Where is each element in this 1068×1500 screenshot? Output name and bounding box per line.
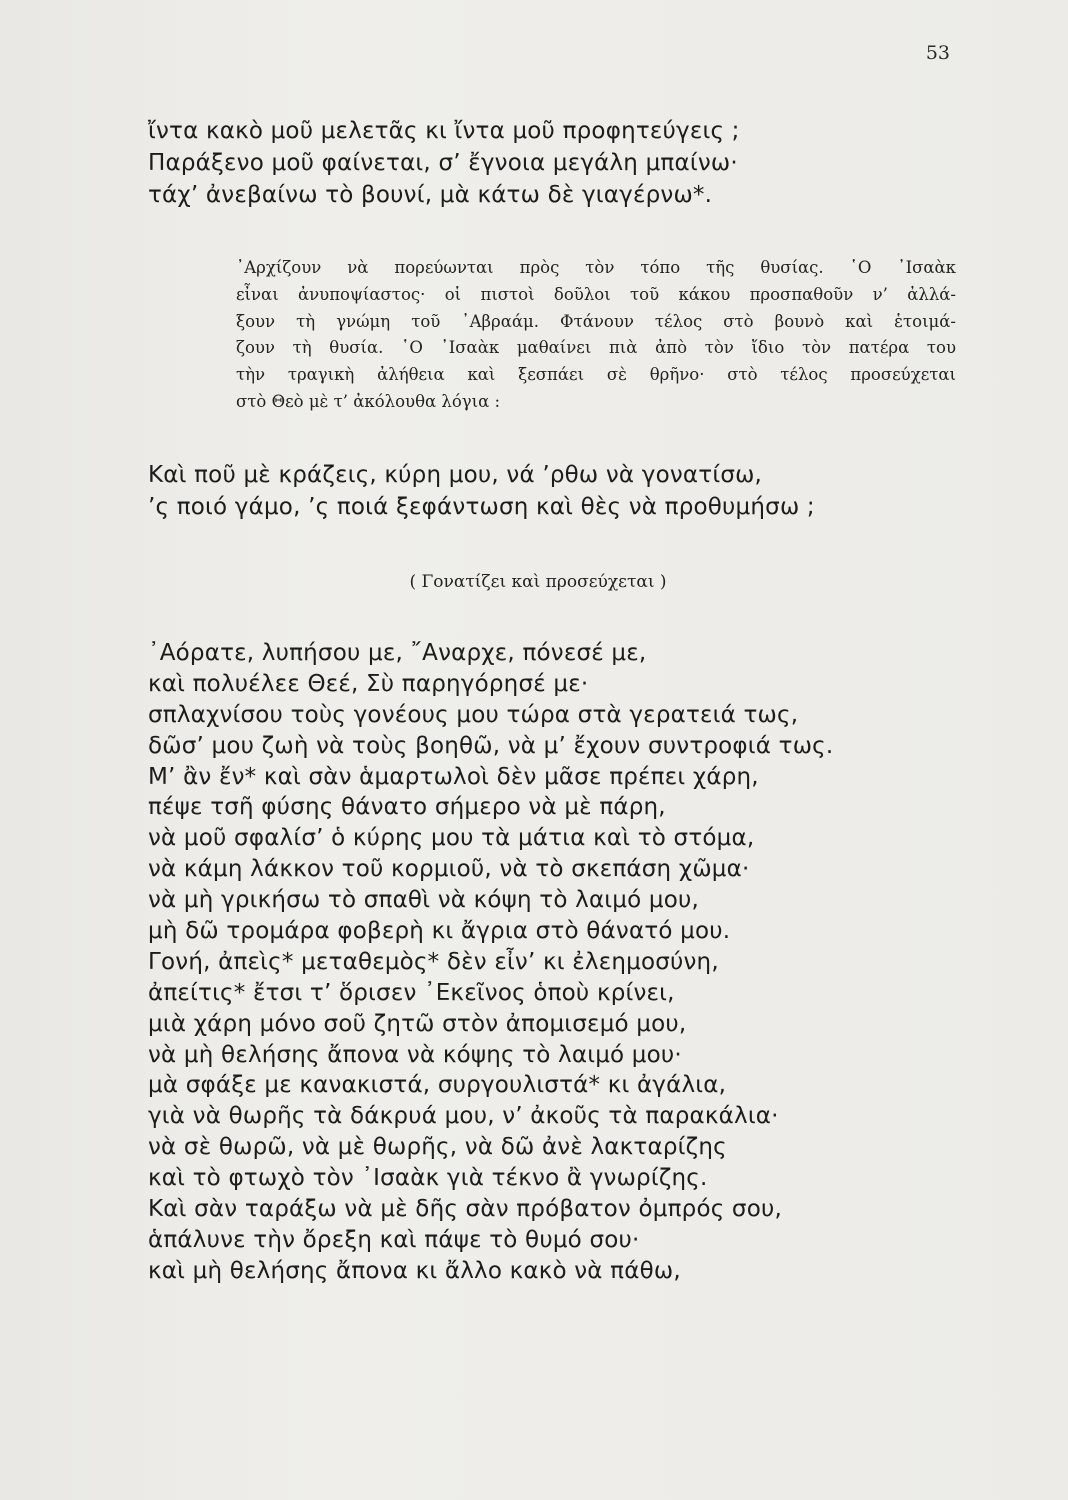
verse-line: ’ς ποιό γάμο, ’ς ποιά ξεφάντωση καὶ θὲς νὰ προθυμήσω ; bbox=[148, 494, 815, 520]
verse-line: ἀπείτις* ἔτσι τ’ ὅρισεν ᾿Εκεῖνος ὁποὺ κρίνει, bbox=[148, 979, 675, 1006]
verse-line: μὴ δῶ τρομάρα φοβερὴ κι ἄγρια στὸ θάνατό μου. bbox=[148, 918, 731, 945]
verse-line: καὶ τὸ φτωχὸ τὸν ᾿Ισαὰκ γιὰ τέκνο ἂ γνωρίζης. bbox=[148, 1165, 708, 1192]
note-line: ξουν τὴ γνώμη τοῦ ᾿Αβραάμ. Φτάνουν τέλος στὸ βουνὸ καὶ ἑτοιμά- bbox=[236, 311, 956, 331]
verse-line: Παράξενο μοῦ φαίνεται, σ’ ἔγνοια μεγάλη μπαίνω· bbox=[148, 150, 738, 176]
verse-line: ἴντα κακὸ μοῦ μελετᾶς κι ἴντα μοῦ προφητεύγεις ; bbox=[148, 118, 740, 144]
note-line: εἶναι ἀνυποψίαστος· οἱ πιστοὶ δοῦλοι τοῦ κάκου προσπαθοῦν ν’ ἀλλά- bbox=[236, 284, 956, 304]
verse-line: Καὶ ποῦ μὲ κράζεις, κύρη μου, νά ’ρθω νὰ γονατίσω, bbox=[148, 462, 763, 488]
verse-line: νὰ σὲ θωρῶ, νὰ μὲ θωρῆς, νὰ δῶ ἀνὲ λακταρίζης bbox=[148, 1134, 727, 1161]
verse-block-1 bbox=[148, 115, 740, 211]
note-line: στὸ Θεὸ μὲ τ’ ἀκόλουθα λόγια : bbox=[236, 391, 501, 411]
verse-line: νὰ μοῦ σφαλίσ’ ὁ κύρης μου τὰ μάτια καὶ τὸ στόμα, bbox=[148, 825, 755, 852]
verse-line: καὶ μὴ θελήσης ἄπονα κι ἄλλο κακὸ νὰ πάθω, bbox=[148, 1257, 681, 1284]
verse-line: νὰ μὴ γρικήσω τὸ σπαθὶ νὰ κόψη τὸ λαιμό μου, bbox=[148, 887, 700, 914]
verse-line: τάχ’ ἀνεβαίνω τὸ βουνί, μὰ κάτω δὲ γιαγέρνω*. bbox=[148, 182, 713, 208]
note-line: τὴν τραγικὴ ἀλήθεια καὶ ξεσπάει σὲ θρῆνο· στὸ τέλος προσεύχεται bbox=[236, 365, 956, 385]
verse-line: μιὰ χάρη μόνο σοῦ ζητῶ στὸν ἀπομισεμό μου, bbox=[148, 1010, 687, 1037]
verse-line: καὶ πολυέλεε Θεέ, Σὺ παρηγόρησέ με· bbox=[148, 670, 589, 697]
verse-line: γιὰ νὰ θωρῆς τὰ δάκρυά μου, ν’ ἀκοῦς τὰ παρακάλια· bbox=[148, 1103, 779, 1130]
verse-line: Μ’ ἂν ἔν* καὶ σὰν ἁμαρτωλοὶ δὲν μᾶσε πρέπει χάρη, bbox=[148, 763, 759, 790]
note-line: ζουν τὴ θυσία. ῾Ο ᾿Ισαὰκ μαθαίνει πιὰ ἀπὸ τὸν ἴδιο τὸν πατέρα του bbox=[236, 338, 956, 358]
prose-note bbox=[236, 255, 956, 416]
verse-line: δῶσ’ μου ζωὴ νὰ τοὺς βοηθῶ, νὰ μ’ ἔχουν συντροφιά τως. bbox=[148, 732, 834, 759]
note-line: ᾿Αρχίζουν νὰ πορεύωνται πρὸς τὸν τόπο τῆς θυσίας. ῾Ο ᾿Ισαὰκ bbox=[236, 258, 956, 277]
verse-line: πέψε τσῆ φύσης θάνατο σήμερο νὰ μὲ πάρη, bbox=[148, 794, 666, 821]
verse-block-3 bbox=[148, 638, 833, 1287]
stage-direction: ( Γονατίζει καὶ προσεύχεται ) bbox=[409, 572, 667, 592]
verse-line: Γονή, ἀπεὶς* μεταθεμὸς* δὲν εἶν’ κι ἐλεημοσύνη, bbox=[148, 948, 719, 975]
verse-block-2 bbox=[148, 459, 815, 523]
verse-line: ἁπάλυνε τὴν ὄρεξη καὶ πάψε τὸ θυμό σου· bbox=[148, 1226, 640, 1253]
verse-line: σπλαχνίσου τοὺς γονέους μου τώρα στὰ γερατειά τως, bbox=[148, 701, 799, 728]
verse-line: Καὶ σὰν ταράξω νὰ μὲ δῆς σὰν πρόβατον ὀμπρός σου, bbox=[148, 1196, 782, 1223]
page-number: 53 bbox=[925, 42, 950, 64]
verse-line: νὰ μὴ θελήσης ἄπονα νὰ κόψης τὸ λαιμό μου· bbox=[148, 1041, 682, 1068]
verse-line: νὰ κάμη λάκκον τοῦ κορμιοῦ, νὰ τὸ σκεπάση χῶμα· bbox=[148, 856, 750, 883]
verse-line: μὰ σφάξε με κανακιστά, συργουλιστά* κι ἀγάλια, bbox=[148, 1072, 727, 1099]
verse-line: ᾿Αόρατε, λυπήσου με, ῎Αναρχε, πόνεσέ με, bbox=[148, 640, 647, 666]
